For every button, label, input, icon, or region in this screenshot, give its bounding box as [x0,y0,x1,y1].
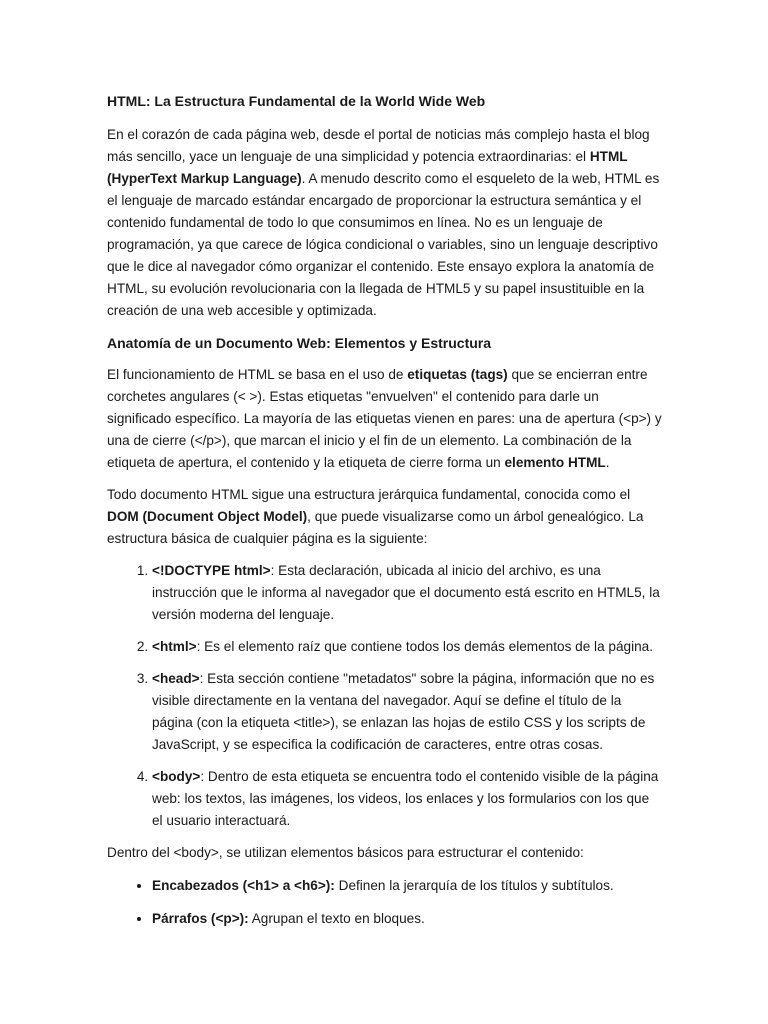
dom-text-1: Todo documento HTML sigue una estructura jerárquica fundamental, conocida como el [107,487,631,502]
tags-bold-elemento: elemento HTML [504,455,606,470]
bullet-item [152,907,663,930]
tags-paragraph [107,364,663,474]
tags-text-3: . [605,455,610,470]
list-item-term: <html> [152,639,197,654]
bullet-item-term: Encabezados (<h1> a <h6>): [152,878,335,893]
bullet-item-term: Párrafos (<p>): [152,911,249,926]
section-heading-anatomy: Anatomía de un Documento Web: Elementos y Estructura [107,335,492,351]
intro-text-2: . A menudo descrito como el esqueleto de la web, HTML es el lenguaje de marcado estándar encargado de proporcionar la estructura semántica y el contenido fundamental de todo lo que consumimos en línea. No es un lenguaje de programación, ya que carece de lógica condicional o variables, sino un lenguaje descriptivo que le dice al navegador cómo organizar el contenido. Este ensayo explora la anatomía de HTML, su evolución revolucionaria con la llegada de HTML5 y su papel insustituible en la creación de una web accesible y optimizada. [107,171,660,318]
list-item [152,560,663,626]
dom-paragraph [107,484,663,550]
list-item [152,668,663,756]
list-item-term: <!DOCTYPE html> [152,563,271,578]
list-item-text: : Esta sección contiene "metadatos" sobre la página, información que no es visible directamente en la ventana del navegador. Aquí se define el título de la página (con la etiqueta <title>), se enlazan las hojas de estilo CSS y los scripts de JavaScript, y se especifica la codificación de caracteres, entre otras cosas. [152,671,655,752]
bullet-item-text: Definen la jerarquía de los títulos y subtítulos. [334,878,614,893]
document-body [107,89,663,940]
intro-bold-html: HTML (HyperText Markup Language) [107,149,628,186]
list-item-text: : Dentro de esta etiqueta se encuentra todo el contenido visible de la página web: los textos, las imágenes, los videos, los enlaces y los formularios con los que el usuario interactuará. [152,769,659,828]
list-item-text: : Esta declaración, ubicada al inicio del archivo, es una instrucción que le informa al navegador que el documento está escrito en HTML5, la versión moderna del lenguaje. [152,563,660,622]
list-item-text: : Es el elemento raíz que contiene todos los demás elementos de la página. [196,639,654,654]
tags-text-2: que se encierran entre corchetes angulares (< >). Estas etiquetas "envuelven" el contenido para darle un significado específico. La mayoría de las etiquetas vienen en pares: una de apertura (<p>) y una de cierre (</p>), que marcan el inicio y el fin de un elemento. La combinación de la etiqueta de apertura, el contenido y la etiqueta de cierre forma un [107,367,662,470]
list-item-term: <body> [152,769,201,784]
list-item [152,766,663,832]
bullet-item [152,874,663,897]
document-title: HTML: La Estructura Fundamental de la World Wide Web [107,93,486,109]
dom-text-2: , que puede visualizarse como un árbol genealógico. La estructura básica de cualquier página es la siguiente: [107,509,644,546]
bullet-item-text: Agrupan el texto en bloques. [248,911,425,926]
tags-text-1: El funcionamiento de HTML se basa en el uso de [107,367,408,382]
list-item-term: <head> [152,671,200,686]
elements-bullet-list [107,874,663,930]
intro-text-1: En el corazón de cada página web, desde el portal de noticias más complejo hasta el blog más sencillo, yace un lenguaje de una simplicidad y potencia extraordinarias: el [107,127,650,164]
structure-ordered-list [107,560,663,832]
dom-bold: DOM (Document Object Model) [107,509,308,524]
intro-paragraph [107,124,663,322]
tags-bold-etiquetas: etiquetas (tags) [407,367,508,382]
body-elements-paragraph: Dentro del <body>, se utilizan elementos básicos para estructurar el contenido: [107,845,584,860]
list-item [152,636,663,658]
